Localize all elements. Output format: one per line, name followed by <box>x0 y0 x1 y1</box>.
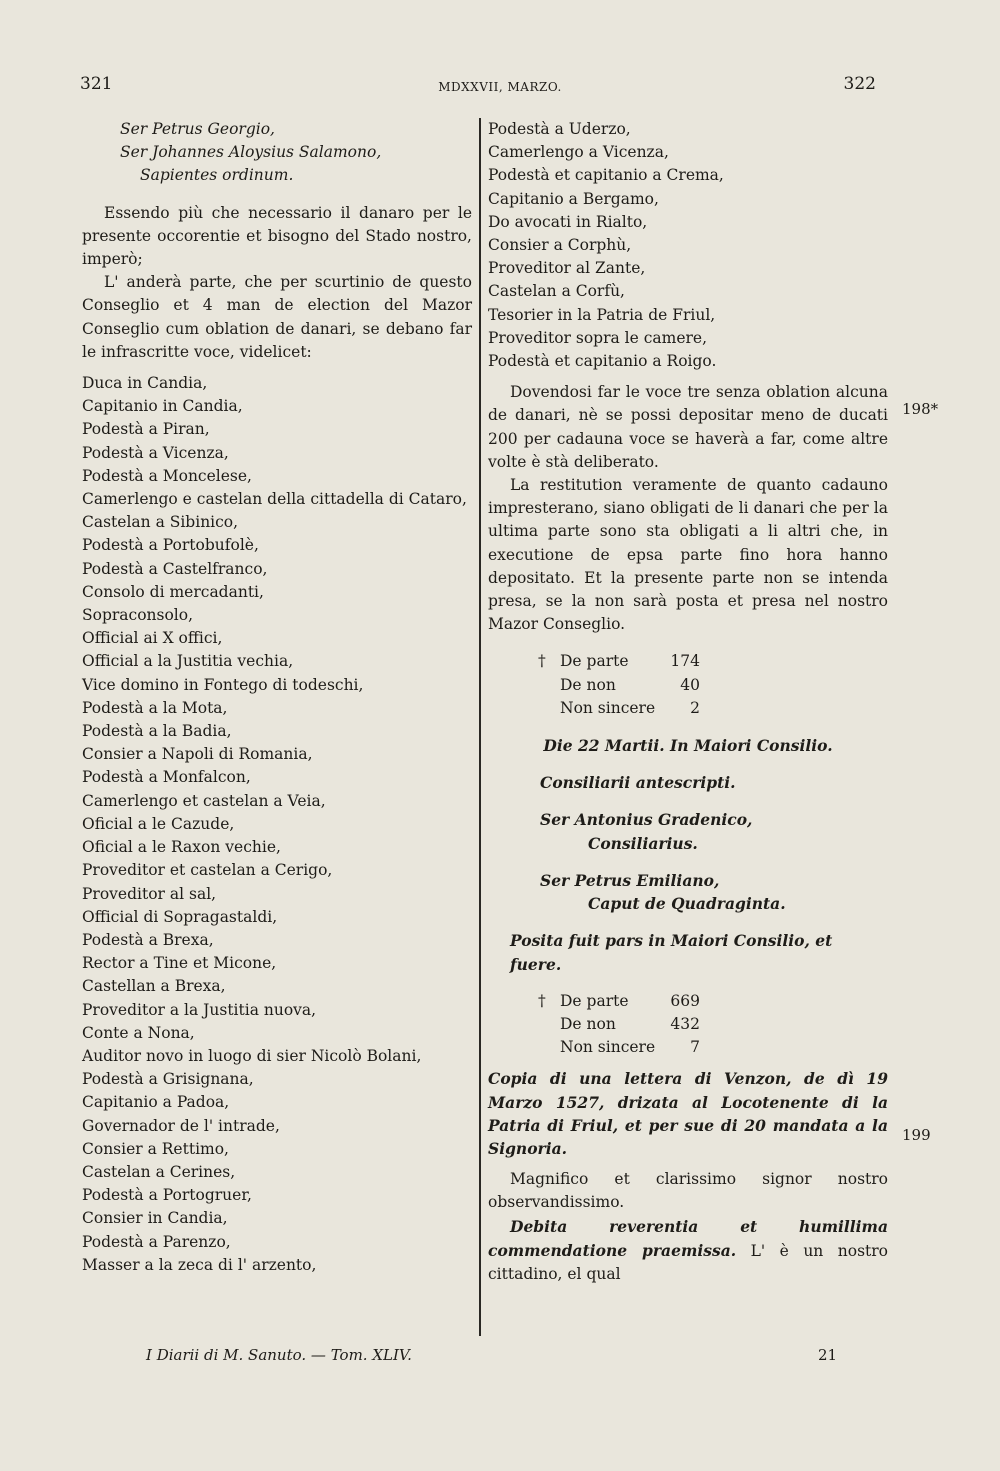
date-heading: Die 22 Martii. In Maiori Consilio. <box>543 736 833 756</box>
office-item: Official ai X offici, <box>82 629 223 648</box>
office-item: Proveditor al Zante, <box>488 259 646 278</box>
office-item: Capitanio a Padoa, <box>82 1093 230 1112</box>
column-divider <box>479 118 481 1336</box>
vote-label: De non <box>560 675 616 694</box>
consiliarii-line: Consiliarii antescripti. <box>540 773 736 793</box>
office-list <box>488 118 888 373</box>
office-item: Duca in Candia, <box>82 374 208 393</box>
office-item: Castellan a Brexa, <box>82 977 226 996</box>
office-item: Masser a la zeca di l' arzento, <box>82 1255 317 1274</box>
office-item: Podestà a Monfalcon, <box>82 768 251 787</box>
office-item: Consier a Rettimo, <box>82 1139 229 1158</box>
office-item: Capitanio in Candia, <box>82 397 243 416</box>
office-item: Proveditor et castelan a Cerigo, <box>82 861 333 880</box>
office-list <box>82 372 472 1277</box>
paragraph: La restitution veramente de quanto cadauno impresterano, siano obligati de li danari che per la ultima parte sono sta obligati a li altri che, in executione de epsa parte fino hora hanno depositato. Et la presente parte non se intenda presa, se la non sarà posta et presa nel nostro Mazor Conseglio. <box>488 476 888 634</box>
office-item: Castelan a Sibinico, <box>82 513 239 532</box>
signatory-title: Consiliarius. <box>588 833 698 853</box>
office-item: Rector a Tine et Micone, <box>82 954 277 973</box>
vote-value: 2 <box>690 698 700 717</box>
office-item: Podestà a Castelfranco, <box>82 559 268 578</box>
office-item: Podestà et capitanio a Roigo. <box>488 352 717 371</box>
signatory-line: Ser Johannes Aloysius Salamono, <box>120 143 382 162</box>
office-item: Podestà a Vicenza, <box>82 443 229 462</box>
vote-tally <box>488 650 888 720</box>
office-item: Proveditor al sal, <box>82 884 217 903</box>
debita-italic: Debita reverentia et humillima commendatione praemissa. <box>488 1216 888 1260</box>
salutation: Magnifico et clarissimo signor nostro observandissimo. <box>488 1170 888 1212</box>
signatory-name: Ser Antonius Gradenico, <box>540 810 753 830</box>
office-item: Podestà a Portobufolè, <box>82 536 259 555</box>
office-item: Governador de l' intrade, <box>82 1116 280 1135</box>
footer-citation: I Diarii di M. Sanuto. — Tom. XLIV. <box>146 1346 412 1364</box>
office-item: Consolo di mercadanti, <box>82 582 264 601</box>
footer-signature-number: 21 <box>818 1346 838 1364</box>
signatory-line: Ser Petrus Georgio, <box>120 120 275 138</box>
vote-label: De non <box>560 1014 616 1033</box>
posita-line: Posita fuit pars in Maiori Consilio, et fuere. <box>510 931 833 974</box>
paragraph: L' anderà parte, che per scurtinio de questo Conseglio et 4 man de election del Mazor Conseglio cum oblation de danari, se debano far le infrascritte voce, videlicet: <box>82 273 472 361</box>
vote-value: 432 <box>670 1014 700 1033</box>
vote-value: 7 <box>690 1038 700 1057</box>
office-item: Conte a Nona, <box>82 1023 195 1042</box>
office-item: Castelan a Corfù, <box>488 282 625 301</box>
vote-value: 174 <box>670 652 700 671</box>
office-item: Consier a Corphù, <box>488 236 632 255</box>
vote-label: De parte <box>560 652 629 671</box>
vote-value: 40 <box>680 675 700 694</box>
office-item: Camerlengo a Vicenza, <box>488 143 669 162</box>
vote-label: Non sincere <box>560 698 656 717</box>
office-item: Podestà a la Badia, <box>82 722 232 741</box>
letter-heading: Copia di una lettera di Venzon, de dì 19 Marzo 1527, drizata al Locotenente di la Patria di Friul, et per sue di 20 mandata a la Signoria. <box>488 1069 888 1158</box>
office-item: Auditor novo in luogo di sier Nicolò Bolani, <box>82 1046 422 1065</box>
paragraph: Dovendosi far le voce tre senza oblation alcuna de danari, nè se possi depositar meno de ducati 200 per cadauna voce se haverà a far, come altre volte è stà deliberato. <box>488 383 888 471</box>
office-item: Oficial a le Cazude, <box>82 814 235 833</box>
office-item: Do avocati in Rialto, <box>488 212 648 231</box>
office-item: Podestà a Piran, <box>82 420 210 439</box>
right-page-number: 322 <box>843 74 876 94</box>
office-item: Proveditor sopra le camere, <box>488 328 708 347</box>
paragraph: Essendo più che necessario il danaro per le presente occorentie et bisogno del Stado nostro, imperò; <box>82 203 472 269</box>
office-item: Official di Sopragastaldi, <box>82 907 278 926</box>
office-item: Castelan a Cerines, <box>82 1162 236 1181</box>
signatory-title: Caput de Quadraginta. <box>588 894 786 914</box>
office-item: Official a la Justitia vechia, <box>82 652 294 671</box>
vote-label: De parte <box>560 991 629 1010</box>
office-item: Camerlengo et castelan a Veia, <box>82 791 326 810</box>
office-item: Podestà a Grisignana, <box>82 1070 254 1089</box>
office-item: Podestà a la Mota, <box>82 698 228 717</box>
vote-value: 669 <box>670 991 700 1010</box>
paragraph <box>488 1215 888 1287</box>
margin-note: 199 <box>902 1126 931 1144</box>
office-item: Vice domino in Fontego di todeschi, <box>82 675 364 694</box>
office-item: Podestà et capitanio a Crema, <box>488 166 724 185</box>
office-item: Proveditor a la Justitia nuova, <box>82 1000 317 1019</box>
vote-label: Non sincere <box>560 1038 656 1057</box>
office-item: Podestà a Moncelese, <box>82 466 252 485</box>
cross-symbol: † <box>538 991 546 1010</box>
office-item: Consier in Candia, <box>82 1209 228 1228</box>
right-column <box>488 118 888 1286</box>
office-item: Camerlengo e castelan della cittadella di Cataro, <box>82 490 467 509</box>
office-item: Podestà a Portogruer, <box>82 1186 252 1205</box>
office-item: Tesorier in la Patria de Friul, <box>488 305 716 324</box>
vote-tally <box>488 990 888 1060</box>
office-item: Podestà a Brexa, <box>82 930 214 949</box>
cross-symbol: † <box>538 652 546 671</box>
signatory-name: Ser Petrus Emiliano, <box>540 870 720 890</box>
office-item: Sopraconsolo, <box>82 606 194 625</box>
office-item: Capitanio a Bergamo, <box>488 189 659 208</box>
left-column <box>82 118 472 1277</box>
running-title: MDXXVII, MARZO. <box>438 80 562 94</box>
debita-rest: L' è un nostro cittadino, el qual <box>488 1241 889 1283</box>
margin-note: 198* <box>902 400 939 418</box>
office-item: Podestà a Uderzo, <box>488 120 631 138</box>
left-page-number: 321 <box>80 74 113 94</box>
signatory-line: Sapientes ordinum. <box>140 166 294 185</box>
office-item: Podestà a Parenzo, <box>82 1232 231 1251</box>
office-item: Oficial a le Raxon vechie, <box>82 838 281 857</box>
office-item: Consier a Napoli di Romania, <box>82 745 313 764</box>
